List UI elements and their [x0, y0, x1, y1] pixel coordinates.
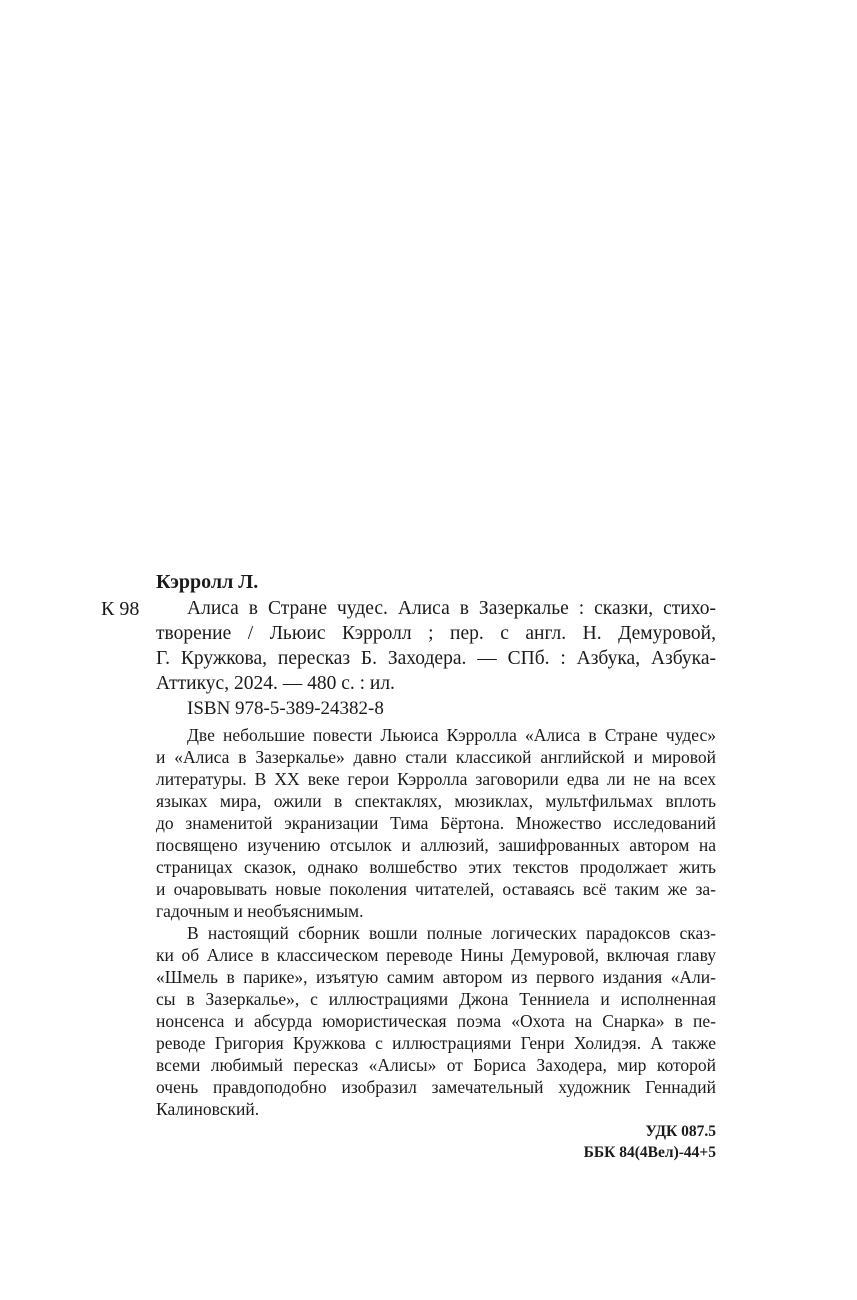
isbn-number: ISBN 978-5-389-24382-8	[187, 698, 384, 719]
annotation-line: реводе Григория Кружкова с иллюстрациями Генри Холидэя. А также	[156, 1033, 716, 1053]
annotation-line: гадочным и необъяснимым.	[156, 901, 364, 921]
annotation-line: посвящено изучению отсылок и аллюзий, зашифрованных автором на	[156, 835, 716, 855]
annotation-line: до знаменитой экранизации Тима Бёртона. Множество исследований	[156, 813, 716, 833]
annotation-line: В настоящий сборник вошли полные логических парадоксов сказ-	[187, 923, 716, 943]
annotation-line: нонсенса и абсурда юмористическая поэма «Охота на Снарка» в пе-	[156, 1011, 716, 1031]
annotation-line: страницах сказок, однако волшебство этих текстов продолжает жить	[156, 857, 716, 877]
annotation-line: языках мира, ожили в спектаклях, мюзиклах, мультфильмах вплоть	[156, 791, 716, 811]
annotation-line: сы в Зазеркалье», с иллюстрациями Джона Тенниела и исполненная	[156, 989, 716, 1009]
bibliographic-line: Аттикус, 2024. — 480 с. : ил.	[156, 673, 395, 694]
annotation-line: ки об Алисе в классическом переводе Нины Демуровой, включая главу	[156, 945, 716, 965]
bibliographic-line: Г. Кружкова, пересказ Б. Заходера. — СПб. : Азбука, Азбука-	[156, 648, 716, 669]
annotation-line: Две небольшие повести Льюиса Кэрролла «Алиса в Стране чудес»	[187, 725, 716, 745]
annotation-line: всеми любимый пересказ «Алисы» от Бориса Заходера, мир которой	[156, 1055, 716, 1075]
annotation-line: «Шмель в парике», изъятую самим автором из первого издания «Али-	[156, 967, 716, 987]
annotation-line: и «Алиса в Зазеркалье» давно стали классикой английской и мировой	[156, 747, 716, 767]
bibliographic-line: Алиса в Стране чудес. Алиса в Зазеркалье : сказки, стихо-	[187, 598, 716, 619]
udk-index: УДК 087.5	[645, 1123, 716, 1140]
author-sign-code: К 98	[101, 598, 140, 620]
annotation-line: очень правдоподобно изобразил замечательный художник Геннадий	[156, 1077, 716, 1097]
bibliographic-line: творение / Льюис Кэрролл ; пер. с англ. Н. Демуровой,	[156, 623, 716, 644]
annotation-line: Калиновский.	[156, 1099, 260, 1119]
author-heading: Кэрролл Л.	[156, 571, 259, 593]
bbk-index: ББК 84(4Вел)-44+5	[583, 1144, 716, 1161]
annotation-line: и очаровывать новые поколения читателей, оставаясь всё таким же за-	[156, 879, 716, 899]
annotation-line: литературы. В XX веке герои Кэрролла заговорили едва ли не на всех	[156, 769, 716, 789]
